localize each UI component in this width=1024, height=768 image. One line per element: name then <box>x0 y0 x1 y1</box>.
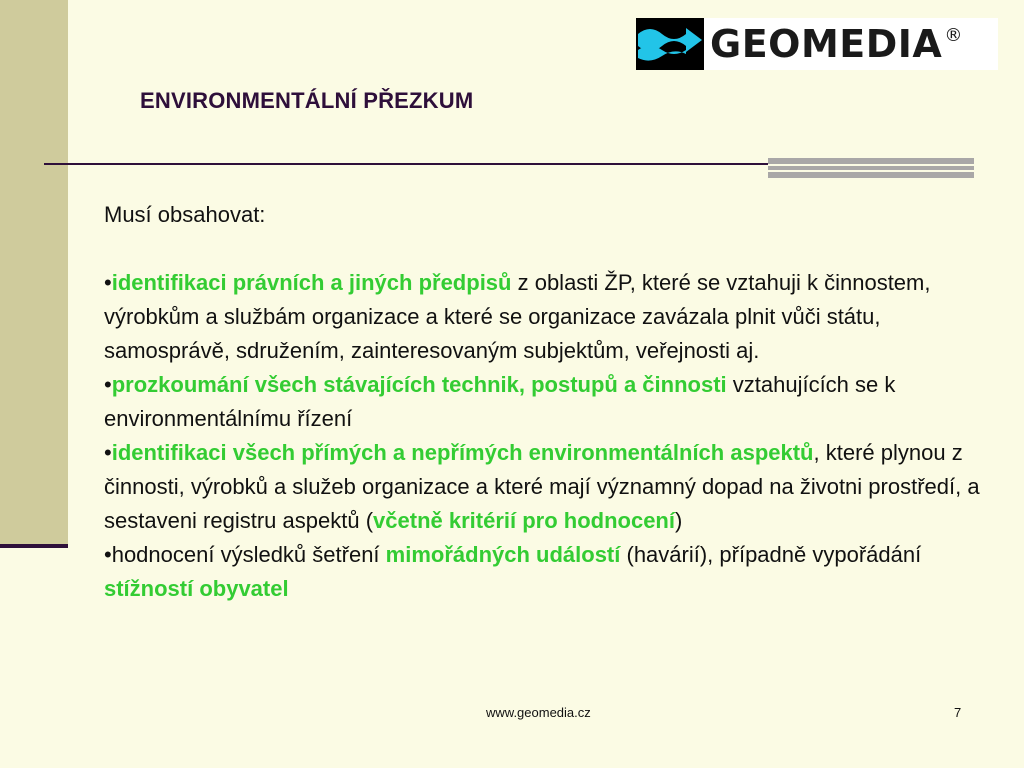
bullet-item <box>104 266 994 368</box>
bullet-text-middle: (havárií), případně vypořádání <box>620 542 922 567</box>
slide-content <box>104 198 994 606</box>
bullet-icon: • <box>104 372 112 397</box>
bullet-text: vztahujících se k environmentálnímu řízení <box>104 372 896 431</box>
logo-wordmark: GEOMEDIA ® <box>710 22 963 66</box>
bullet-icon: • <box>104 270 112 295</box>
bullet-highlight: identifikaci všech přímých a nepřímých environmentálních aspektů <box>111 440 814 465</box>
title-divider-line <box>44 163 768 165</box>
footer-url: www.geomedia.cz <box>486 705 591 720</box>
bullet-highlight-secondary: stížností obyvatel <box>104 576 289 601</box>
bullet-item <box>104 436 994 538</box>
bullet-icon: • <box>104 440 112 465</box>
registered-mark: ® <box>944 25 963 46</box>
intro-text: Musí obsahovat: <box>104 202 266 227</box>
bullet-text-end: ) <box>674 508 683 533</box>
bullet-highlight: mimořádných událostí <box>385 542 621 567</box>
slide-title: ENVIRONMENTÁLNÍ PŘEZKUM <box>140 88 474 113</box>
bullet-item <box>104 538 994 606</box>
bullet-item <box>104 368 994 436</box>
left-decorative-band <box>0 0 68 548</box>
wave-arrow-icon <box>636 18 704 70</box>
bullet-highlight-secondary: včetně kritérií pro hodnocení <box>373 508 675 533</box>
title-divider-accent <box>768 158 974 178</box>
bullet-highlight: identifikaci právních a jiných předpisů <box>111 270 512 295</box>
bullet-text: , které plynou z činnosti, výrobků a služeb organizace a které mají významný dopad na životni prostředí, a sestaveni registru aspektů ( <box>104 440 980 533</box>
geomedia-logo <box>636 18 998 70</box>
bullet-highlight: prozkoumání všech stávajících technik, postupů a činnosti <box>111 372 727 397</box>
bullet-icon: • <box>104 542 112 567</box>
page-number: 7 <box>954 705 962 720</box>
bullet-text: z oblasti ŽP, které se vztahuji k činnostem, výrobkům a službám organizace a které se organizace zavázala plnit vůči státu, samosprávě, sdružením, zainteresovaným subjektům, veřejnosti aj. <box>104 270 931 363</box>
left-band-divider <box>0 544 68 548</box>
bullet-text: hodnocení výsledků šetření <box>111 542 386 567</box>
